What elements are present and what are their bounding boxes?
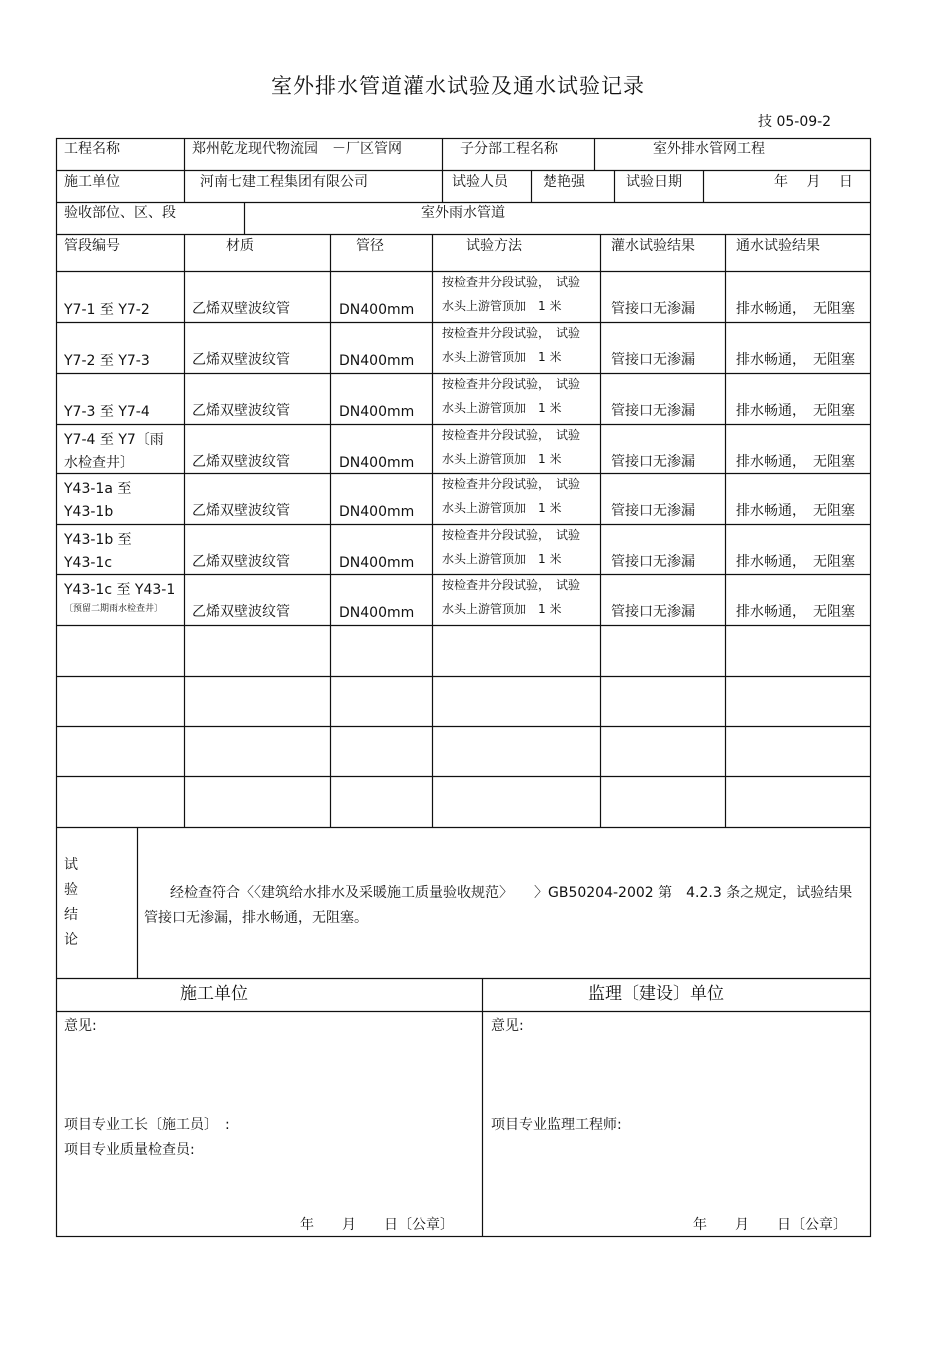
fill-result-cell: 管接口无渗漏 xyxy=(611,503,695,519)
subproject-label: 子分部工程名称 xyxy=(460,141,558,157)
method-line2: 水头上游管顶加 1 米 xyxy=(442,401,562,415)
col-header-flow-result: 通水试验结果 xyxy=(736,238,820,254)
material-cell: 乙烯双壁波纹管 xyxy=(192,503,290,519)
foreman-label: 项目专业工长〔施工员〕 : xyxy=(64,1117,230,1133)
method-line2: 水头上游管顶加 1 米 xyxy=(442,501,562,515)
material-cell: 乙烯双壁波纹管 xyxy=(192,454,290,470)
col-header-segment: 管段编号 xyxy=(64,238,120,254)
fill-result-cell: 管接口无渗漏 xyxy=(611,352,695,368)
supervisor-engineer-label: 项目专业监理工程师: xyxy=(491,1117,622,1133)
method-line1: 按检查井分段试验， 试验 xyxy=(442,326,581,340)
col-header-method: 试验方法 xyxy=(466,238,522,254)
section-label: 验收部位、区、段 xyxy=(64,205,176,221)
test-date-value: 年 月 日 xyxy=(774,174,853,190)
inspector-label: 项目专业质量检查员: xyxy=(64,1142,195,1158)
segment-id-line2: Y43-1c xyxy=(64,555,113,571)
form-code: 技 05-09-2 xyxy=(758,114,832,130)
fill-result-cell: 管接口无渗漏 xyxy=(611,454,695,470)
conclusion-text: 经检查符合〈〈建筑给水排水及采暖施工质量验收规范〉 〉GB50204-2002 第 4.2.3 条之规定，试验结果管接口无渗漏，排水畅通，无阻塞。 xyxy=(144,885,853,926)
material-cell: 乙烯双壁波纹管 xyxy=(192,554,290,570)
col-header-fill-result: 灌水试验结果 xyxy=(611,238,695,254)
conclusion-label-2: 验 xyxy=(64,882,78,898)
tester-value: 楚艳强 xyxy=(543,174,585,190)
method-line2: 水头上游管顶加 1 米 xyxy=(442,602,562,616)
material-cell: 乙烯双壁波纹管 xyxy=(192,604,290,620)
method-line1: 按检查井分段试验， 试验 xyxy=(442,477,581,491)
fill-result-cell: 管接口无渗漏 xyxy=(611,301,695,317)
conclusion-label-3: 结 xyxy=(64,907,78,923)
contractor-label: 施工单位 xyxy=(64,174,120,190)
segment-id-line1: Y43-1b 至 xyxy=(64,532,132,548)
method-line2: 水头上游管顶加 1 米 xyxy=(442,350,562,364)
subproject-value: 室外排水管网工程 xyxy=(653,141,765,157)
diameter-cell: DN400mm xyxy=(339,302,415,318)
fill-result-cell: 管接口无渗漏 xyxy=(611,604,695,620)
tester-label: 试验人员 xyxy=(452,174,508,190)
diameter-cell: DN400mm xyxy=(339,353,415,369)
supervisor-date-seal: 年 月 日〔公章〕 xyxy=(693,1217,847,1233)
fill-result-cell: 管接口无渗漏 xyxy=(611,403,695,419)
supervisor-header: 监理〔建设〕单位 xyxy=(588,984,724,1004)
contractor-opinion-label: 意见: xyxy=(64,1018,97,1034)
contractor-value: 河南七建工程集团有限公司 xyxy=(200,174,368,190)
segment-id-line2: Y43-1b xyxy=(64,504,114,520)
flow-result-cell: 排水畅通， 无阻塞 xyxy=(736,454,855,470)
segment-id-line1: Y43-1c 至 Y43-1 xyxy=(64,582,176,598)
method-line1: 按检查井分段试验， 试验 xyxy=(442,528,581,542)
flow-result-cell: 排水畅通， 无阻塞 xyxy=(736,604,855,620)
supervisor-opinion-label: 意见: xyxy=(491,1018,524,1034)
segment-id-line1: Y7-4 至 Y7〔雨 xyxy=(64,432,164,448)
diameter-cell: DN400mm xyxy=(339,404,415,420)
segment-id-line2: 水检查井〕 xyxy=(64,455,134,471)
method-line1: 按检查井分段试验， 试验 xyxy=(442,428,581,442)
project-name-label: 工程名称 xyxy=(64,141,120,157)
fill-result-cell: 管接口无渗漏 xyxy=(611,554,695,570)
method-line2: 水头上游管顶加 1 米 xyxy=(442,299,562,313)
material-cell: 乙烯双壁波纹管 xyxy=(192,301,290,317)
contractor-header: 施工单位 xyxy=(180,984,248,1004)
flow-result-cell: 排水畅通， 无阻塞 xyxy=(736,403,855,419)
segment-id-line1: Y43-1a 至 xyxy=(64,481,132,497)
flow-result-cell: 排水畅通， 无阻塞 xyxy=(736,352,855,368)
segment-id-note: 〔预留二期雨水检查井〕 xyxy=(64,604,164,614)
segment-id-line2: Y7-3 至 Y7-4 xyxy=(64,404,150,420)
diameter-cell: DN400mm xyxy=(339,504,415,520)
col-header-diameter: 管径 xyxy=(356,238,384,254)
project-name-value: 郑州乾龙现代物流园 －厂区管网 xyxy=(192,141,402,157)
material-cell: 乙烯双壁波纹管 xyxy=(192,352,290,368)
section-value: 室外雨水管道 xyxy=(421,205,505,221)
method-line1: 按检查井分段试验， 试验 xyxy=(442,275,581,289)
method-line1: 按检查井分段试验， 试验 xyxy=(442,377,581,391)
flow-result-cell: 排水畅通， 无阻塞 xyxy=(736,554,855,570)
page-title: 室外排水管道灌水试验及通水试验记录 xyxy=(271,74,645,98)
col-header-material: 材质 xyxy=(226,238,254,254)
segment-id-line2: Y7-1 至 Y7-2 xyxy=(64,302,150,318)
diameter-cell: DN400mm xyxy=(339,605,415,621)
method-line2: 水头上游管顶加 1 米 xyxy=(442,552,562,566)
segment-id-line2: Y7-2 至 Y7-3 xyxy=(64,353,150,369)
conclusion-label-1: 试 xyxy=(64,857,78,873)
flow-result-cell: 排水畅通， 无阻塞 xyxy=(736,301,855,317)
conclusion-label-4: 论 xyxy=(64,932,78,948)
method-line1: 按检查井分段试验， 试验 xyxy=(442,578,581,592)
test-date-label: 试验日期 xyxy=(626,174,682,190)
material-cell: 乙烯双壁波纹管 xyxy=(192,403,290,419)
flow-result-cell: 排水畅通， 无阻塞 xyxy=(736,503,855,519)
contractor-date-seal: 年 月 日〔公章〕 xyxy=(300,1217,454,1233)
method-line2: 水头上游管顶加 1 米 xyxy=(442,452,562,466)
diameter-cell: DN400mm xyxy=(339,455,415,471)
diameter-cell: DN400mm xyxy=(339,555,415,571)
